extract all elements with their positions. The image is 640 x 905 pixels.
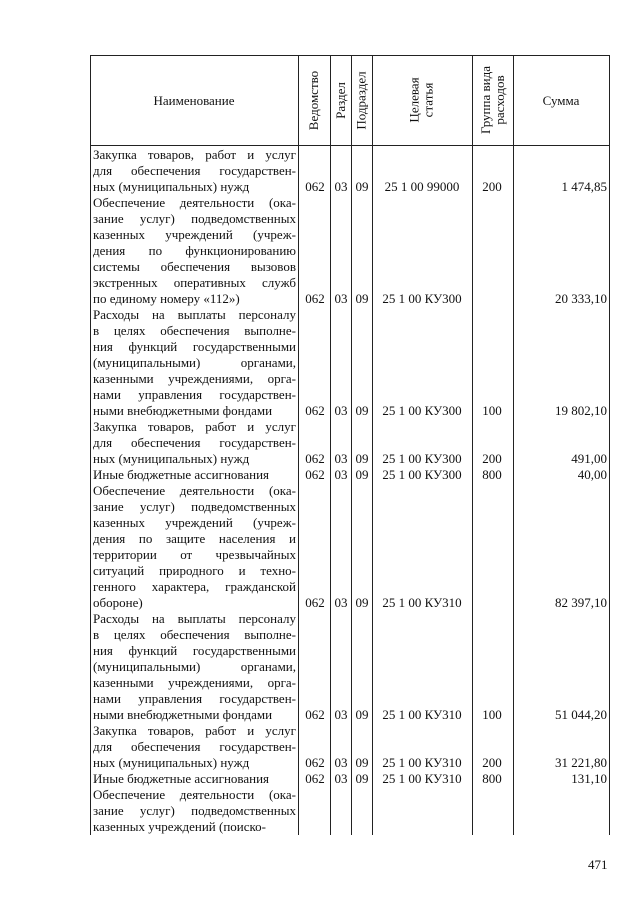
row-name-line: экстренных оперативных служб	[93, 275, 296, 290]
row-name	[93, 195, 296, 307]
row-name-line: Иные бюджетные ассигнования	[93, 467, 270, 482]
row-name-line: зание услуг) подведомственных	[93, 803, 296, 818]
header-summa	[513, 55, 609, 145]
row-podrazdel: 09	[355, 451, 369, 466]
row-name-line: Расходы на выплаты персоналу	[93, 307, 296, 322]
table-left-border	[90, 55, 91, 835]
row-celevaya: 25 1 00 99000	[384, 179, 460, 194]
row-name-line: (муниципальными) органами,	[93, 659, 296, 674]
row-podrazdel: 09	[355, 179, 369, 194]
col-divider	[298, 55, 299, 835]
row-vedomstvo: 062	[305, 451, 325, 466]
row-gruppa: 200	[482, 755, 502, 770]
row-summa: 82 397,10	[555, 595, 607, 610]
header-name	[90, 55, 298, 145]
page-number: 471	[588, 857, 608, 872]
row-name-line: Закупка товаров, работ и услуг	[93, 419, 296, 434]
header-gruppa-line1: Группа вида	[477, 66, 493, 134]
row-gruppa: 800	[482, 771, 502, 786]
row-name-line: ния функций государственными	[93, 339, 296, 354]
row-gruppa: 200	[482, 451, 502, 466]
row-podrazdel: 09	[355, 467, 369, 482]
row-name-line: дения по функционированию	[93, 243, 296, 258]
header-celevaya	[372, 55, 472, 145]
row-name-line: Обеспечение деятельности (ока-	[93, 483, 296, 498]
row-summa: 31 221,80	[555, 755, 607, 770]
row-name-line: казенных учреждений (учреж-	[93, 227, 296, 242]
header-vedomstvo-label: Ведомство	[306, 70, 322, 130]
row-name-line: для обеспечения государствен-	[93, 739, 296, 754]
row-name	[93, 787, 296, 835]
row-name-line: Иные бюджетные ассигнования	[93, 771, 270, 786]
row-name-line: ных (муниципальных) нужд	[93, 179, 250, 194]
row-summa: 40,00	[577, 467, 607, 482]
row-name-line: Расходы на выплаты персоналу	[93, 611, 296, 626]
row-name	[93, 419, 296, 467]
row-name-line: генного характера, гражданской	[93, 579, 296, 594]
row-name-line: в целях обеспечения выполне-	[93, 627, 296, 642]
header-gruppa-label	[479, 66, 507, 134]
header-name-label: Наименование	[153, 92, 235, 108]
row-name-line: зание услуг) подведомственных	[93, 211, 296, 226]
row-name-line: Закупка товаров, работ и услуг	[93, 723, 296, 738]
header-celevaya-line2: статья	[420, 82, 436, 118]
row-name-line: территории от чрезвычайных	[93, 547, 296, 562]
row-vedomstvo: 062	[305, 467, 325, 482]
row-gruppa: 100	[482, 403, 502, 418]
row-vedomstvo: 062	[305, 595, 325, 610]
row-name-line: нами управления государствен-	[93, 691, 296, 706]
header-summa-label: Сумма	[542, 92, 580, 108]
row-name	[93, 611, 296, 723]
row-podrazdel: 09	[355, 771, 369, 786]
row-name-line: Закупка товаров, работ и услуг	[93, 147, 296, 162]
header-vedomstvo	[298, 55, 330, 145]
row-razdel: 03	[334, 179, 348, 194]
row-name-line: ситуаций природного и техно-	[93, 563, 296, 578]
row-podrazdel: 09	[355, 291, 369, 306]
row-razdel: 03	[334, 451, 348, 466]
row-podrazdel: 09	[355, 755, 369, 770]
row-name	[93, 467, 296, 483]
row-summa: 1 474,85	[561, 179, 607, 194]
row-name-line: казенными учреждениями, орга-	[93, 675, 296, 690]
row-name-line: ных (муниципальных) нужд	[93, 755, 250, 770]
row-name-line: нами управления государствен-	[93, 387, 296, 402]
row-summa: 20 333,10	[555, 291, 607, 306]
header-podrazdel-label: Подраздел	[354, 70, 370, 130]
row-razdel: 03	[334, 707, 348, 722]
header-razdel-label: Раздел	[333, 81, 348, 119]
row-name-line: ными внебюджетными фондами	[93, 707, 273, 722]
row-razdel: 03	[334, 291, 348, 306]
row-name-line: ными внебюджетными фондами	[93, 403, 273, 418]
row-vedomstvo: 062	[305, 771, 325, 786]
row-podrazdel: 09	[355, 595, 369, 610]
row-summa: 19 802,10	[555, 403, 607, 418]
row-vedomstvo: 062	[305, 755, 325, 770]
row-celevaya: 25 1 00 КУ310	[382, 595, 462, 610]
header-gruppa-line2: расходов	[491, 75, 507, 125]
row-razdel: 03	[334, 595, 348, 610]
row-summa: 491,00	[571, 451, 607, 466]
row-name-line: по единому номеру «112»)	[93, 291, 240, 306]
budget-table	[90, 55, 610, 835]
row-celevaya: 25 1 00 КУ300	[382, 403, 462, 418]
row-celevaya: 25 1 00 КУ310	[382, 707, 462, 722]
row-name	[93, 771, 296, 787]
table-right-border	[609, 55, 610, 835]
header-razdel	[330, 55, 351, 145]
row-name-line: дения по защите населения и	[93, 531, 296, 546]
row-celevaya: 25 1 00 КУ300	[382, 451, 462, 466]
row-celevaya: 25 1 00 КУ310	[382, 771, 462, 786]
row-vedomstvo: 062	[305, 179, 325, 194]
row-name-line: ния функций государственными	[93, 643, 296, 658]
row-name-line: в целях обеспечения выполне-	[93, 323, 296, 338]
row-gruppa: 100	[482, 707, 502, 722]
row-vedomstvo: 062	[305, 291, 325, 306]
row-name-line: для обеспечения государствен-	[93, 435, 296, 450]
row-summa: 131,10	[571, 771, 607, 786]
row-name-line: для обеспечения государствен-	[93, 163, 296, 178]
row-vedomstvo: 062	[305, 707, 325, 722]
header-podrazdel	[351, 55, 372, 145]
row-summa: 51 044,20	[555, 707, 607, 722]
row-podrazdel: 09	[355, 707, 369, 722]
header-gruppa	[472, 55, 513, 145]
row-celevaya: 25 1 00 КУ300	[382, 291, 462, 306]
row-celevaya: 25 1 00 КУ300	[382, 467, 462, 482]
row-name-line: Обеспечение деятельности (ока-	[93, 195, 296, 210]
row-name-line: системы обеспечения вызовов	[93, 259, 296, 274]
row-gruppa: 800	[482, 467, 502, 482]
row-name-line: зание услуг) подведомственных	[93, 499, 296, 514]
row-name-line: казенными учреждениями, орга-	[93, 371, 296, 386]
row-name	[93, 483, 296, 611]
row-name	[93, 147, 296, 195]
header-bottom-border	[90, 145, 610, 146]
row-name-line: обороне)	[93, 595, 143, 610]
row-gruppa: 200	[482, 179, 502, 194]
row-name	[93, 307, 296, 419]
row-name-line: ных (муниципальных) нужд	[93, 451, 250, 466]
row-razdel: 03	[334, 403, 348, 418]
row-name-line: казенных учреждений (учреж-	[93, 515, 296, 530]
row-podrazdel: 09	[355, 403, 369, 418]
row-name-line: (муниципальными) органами,	[93, 355, 296, 370]
row-razdel: 03	[334, 771, 348, 786]
row-vedomstvo: 062	[305, 403, 325, 418]
row-name	[93, 723, 296, 771]
row-name-line: Обеспечение деятельности (ока-	[93, 787, 296, 802]
row-razdel: 03	[334, 467, 348, 482]
row-celevaya: 25 1 00 КУ310	[382, 755, 462, 770]
row-name-line: казенных учреждений (поиско-	[93, 819, 266, 834]
header-celevaya-line1: Целевая	[406, 77, 422, 123]
header-celevaya-label	[408, 77, 436, 122]
row-razdel: 03	[334, 755, 348, 770]
